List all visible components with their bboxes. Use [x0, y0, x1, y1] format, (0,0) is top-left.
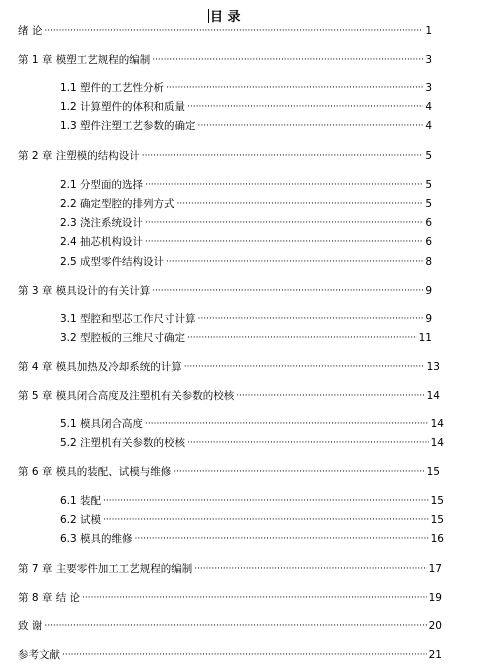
toc-entry-label: 第 6 章 模具的装配、试模与维修 [18, 466, 172, 478]
toc-entry-label: 第 7 章 主要零件加工工艺规程的编制 [18, 563, 193, 575]
toc-entry-page: 9 [425, 313, 432, 325]
toc-entry-page: 15 [430, 495, 444, 507]
dot-leader [152, 283, 423, 298]
toc-entry[interactable] [18, 284, 432, 298]
toc-entry[interactable] [60, 119, 432, 133]
toc-entry-label: 第 5 章 模具闭合高度及注塑机有关参数的校核 [18, 390, 235, 402]
dot-leader [145, 234, 423, 249]
toc-title-text: 目 录 [210, 10, 241, 25]
toc-entry[interactable] [60, 417, 444, 431]
toc-entry-page: 8 [425, 256, 432, 268]
toc-entry[interactable] [60, 81, 432, 95]
dot-leader [142, 148, 424, 163]
toc-entry-page: 6 [425, 236, 432, 248]
toc-entry-page: 11 [418, 332, 432, 344]
dot-leader [103, 493, 429, 508]
toc-entry-page: 9 [425, 285, 432, 297]
dot-leader [103, 512, 429, 527]
toc-entry-label: 5.2 注塑机有关参数的校核 [60, 437, 186, 449]
toc-entry-label: 6.3 模具的维修 [60, 533, 133, 545]
toc-entry-page: 17 [428, 563, 442, 575]
toc-entry-label: 第 2 章 注塑模的结构设计 [18, 150, 140, 162]
toc-entry-label: 6.1 装配 [60, 495, 102, 507]
toc-entry[interactable] [60, 100, 432, 114]
toc-entry-label: 2.5 成型零件结构设计 [60, 256, 165, 268]
toc-entry-label: 5.1 模具闭合高度 [60, 418, 144, 430]
toc-entry[interactable] [18, 360, 440, 374]
toc-entry[interactable] [18, 591, 442, 605]
toc-entry-label: 第 3 章 模具设计的有关计算 [18, 285, 151, 297]
toc-entry-page: 14 [430, 418, 444, 430]
dot-leader [135, 531, 429, 546]
dot-leader [166, 80, 423, 95]
toc-entry-label: 2.3 浇注系统设计 [60, 217, 144, 229]
toc-entry[interactable] [60, 216, 432, 230]
toc-entry[interactable] [60, 197, 432, 211]
toc-entry-label: 3.2 型腔板的三维尺寸确定 [60, 332, 186, 344]
toc-entry[interactable] [18, 149, 432, 163]
toc-entry[interactable] [60, 331, 432, 345]
toc-entry[interactable] [18, 53, 432, 67]
toc-entry-label: 第 8 章 结 论 [18, 592, 81, 604]
dot-leader [44, 618, 426, 633]
toc-entry[interactable] [18, 648, 442, 662]
toc-entry-page: 19 [428, 592, 442, 604]
toc-entry[interactable] [60, 312, 432, 326]
dot-leader [145, 215, 423, 230]
toc-entry-page: 20 [428, 620, 442, 632]
toc-entry-page: 5 [425, 198, 432, 210]
toc-entry-page: 21 [428, 649, 442, 661]
toc-entry[interactable] [18, 24, 432, 38]
toc-entry[interactable] [18, 389, 440, 403]
toc-entry-page: 5 [425, 179, 432, 191]
dot-leader [184, 359, 425, 374]
toc-entry-label: 2.4 抽芯机构设计 [60, 236, 144, 248]
dot-leader [152, 52, 423, 67]
dot-leader [145, 177, 423, 192]
dot-leader [187, 330, 417, 345]
toc-entry-label: 1.2 计算塑件的体积和质量 [60, 101, 186, 113]
toc-entry-page: 6 [425, 217, 432, 229]
toc-entry-label: 2.2 确定型腔的排列方式 [60, 198, 175, 210]
toc-entry-page: 14 [426, 390, 440, 402]
dot-leader [173, 464, 424, 479]
dot-leader [177, 196, 424, 211]
dot-leader [198, 311, 424, 326]
toc-entry-label: 参考文献 [18, 649, 60, 661]
toc-entry[interactable] [18, 465, 440, 479]
toc-entry-label: 第 1 章 模塑工艺规程的编制 [18, 54, 151, 66]
dot-leader [166, 254, 423, 269]
toc-entry-label: 1.3 塑件注塑工艺参数的确定 [60, 120, 196, 132]
toc-entry[interactable] [60, 178, 432, 192]
dot-leader [198, 118, 424, 133]
dot-leader [44, 23, 423, 38]
toc-entry[interactable] [18, 619, 442, 633]
toc-entry-label: 6.2 试模 [60, 514, 102, 526]
toc-entry[interactable] [60, 532, 444, 546]
toc-entry-page: 3 [425, 54, 432, 66]
dot-leader [82, 590, 427, 605]
toc-entry-page: 14 [430, 437, 444, 449]
toc-entry-page: 4 [425, 120, 432, 132]
toc-entry-label: 1.1 塑件的工艺性分析 [60, 82, 165, 94]
toc-entry-page: 15 [430, 514, 444, 526]
dot-leader [194, 561, 426, 576]
toc-entry-label: 第 4 章 模具加热及冷却系统的计算 [18, 361, 182, 373]
toc-entry[interactable] [60, 436, 444, 450]
toc-entry-label: 致 谢 [18, 620, 43, 632]
dot-leader [187, 435, 429, 450]
toc-entry[interactable] [18, 562, 442, 576]
text-cursor [208, 9, 209, 23]
toc-entry[interactable] [60, 255, 432, 269]
toc-entry-label: 2.1 分型面的选择 [60, 179, 144, 191]
toc-entry-page: 1 [425, 25, 432, 37]
dot-leader [187, 99, 423, 114]
toc-entry-page: 13 [426, 361, 440, 373]
dot-leader [236, 388, 424, 403]
toc-entry[interactable] [60, 494, 444, 508]
toc-entry-page: 16 [430, 533, 444, 545]
dot-leader [145, 416, 429, 431]
toc-entry[interactable] [60, 235, 432, 249]
toc-entry-page: 5 [425, 150, 432, 162]
toc-entry-page: 3 [425, 82, 432, 94]
toc-entry-label: 3.1 型腔和型芯工作尺寸计算 [60, 313, 196, 325]
toc-entry-page: 4 [425, 101, 432, 113]
toc-entry-page: 15 [426, 466, 440, 478]
toc-entry-label: 绪 论 [18, 25, 43, 37]
toc-entry[interactable] [60, 513, 444, 527]
dot-leader [62, 647, 427, 662]
